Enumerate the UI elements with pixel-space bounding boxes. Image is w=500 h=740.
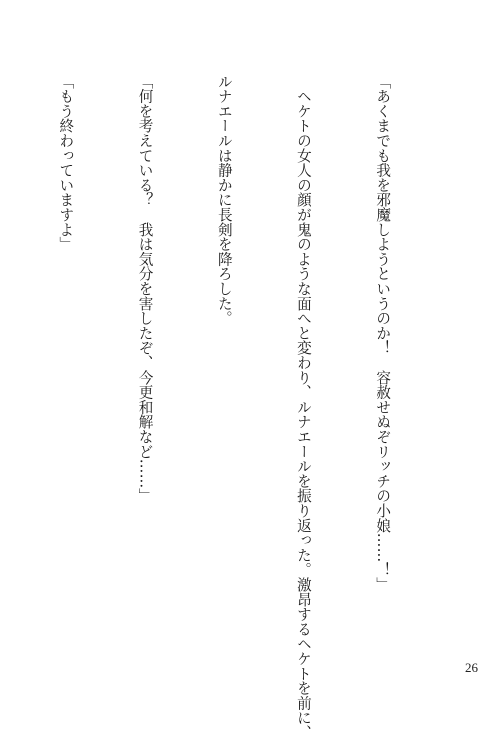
text-line: 「もう終わっていますよ」 — [57, 74, 75, 252]
text-line: ヘケトの女人の顔が鬼のような面へと変わり、ルナエールを振り返った。激昂するヘケトを前に、 — [294, 74, 312, 740]
text-line: ルナエールは静かに長剣を降ろした。 — [215, 74, 233, 326]
page-number: 26 — [465, 660, 478, 675]
body-text — [0, 74, 448, 740]
text-line: 「あくまでも我を邪魔しようというのか！ 容赦せぬぞリッチの小娘……！」 — [374, 74, 392, 592]
text-line: 「何を考えている？ 我は気分を害したぞ、今更和解など……」 — [136, 74, 154, 504]
